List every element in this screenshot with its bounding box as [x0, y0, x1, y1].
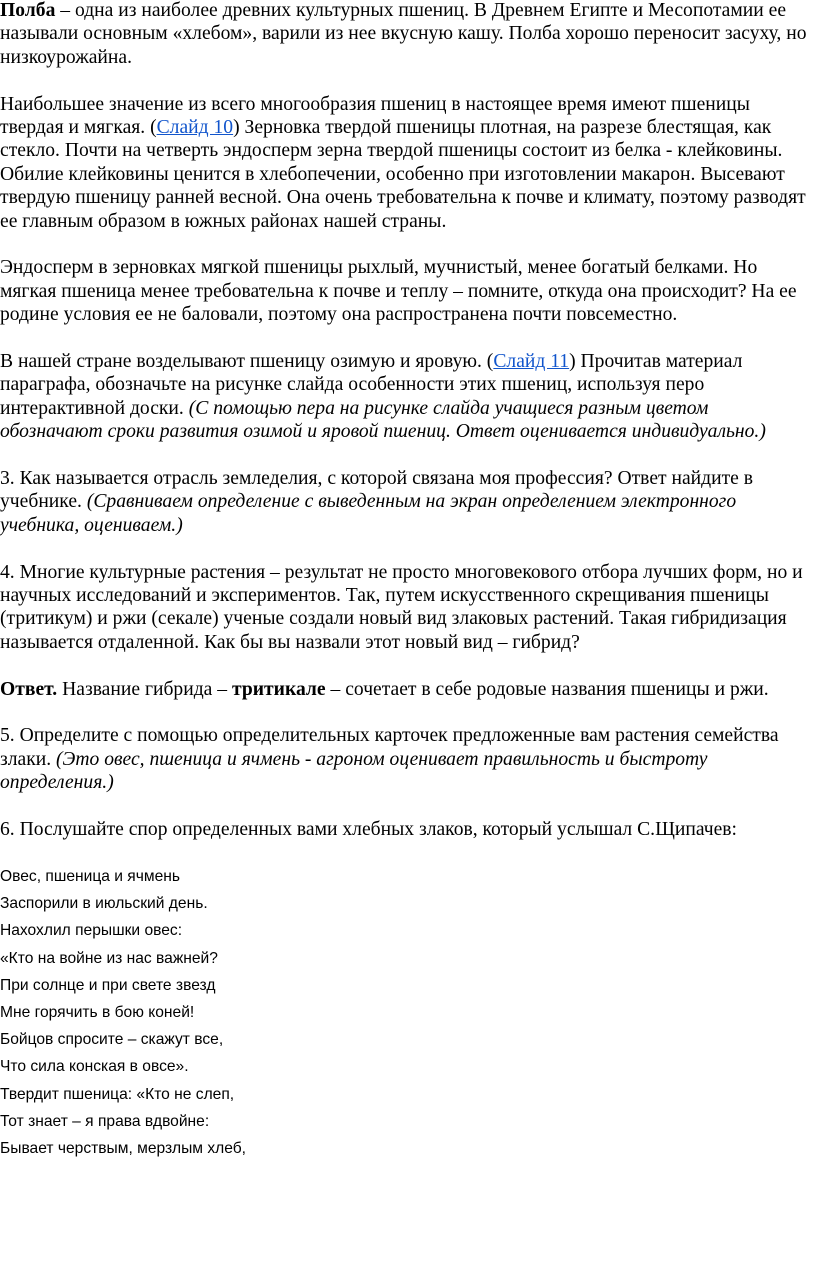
question-3 [0, 467, 808, 537]
slide-11-link[interactable]: Слайд 11 [493, 351, 570, 373]
answer-4 [0, 678, 808, 701]
poem-line: Нахохлил перышки овес: [0, 922, 183, 940]
question-4 [0, 561, 808, 655]
term-polba: Полба [0, 0, 56, 21]
paragraph-text: В нашей стране возделывают пшеницу озимую и яровую. ( [0, 351, 494, 373]
term-triticale: тритикале [231, 678, 326, 700]
answer-text: – сочетает в себе родовые названия пшеницы и ржи. [325, 678, 769, 700]
poem-line: Твердит пшеница: «Кто не слеп, [0, 1085, 235, 1103]
poem-line: При солнце и при свете звезд [0, 976, 216, 994]
answer-label: Ответ. [0, 678, 58, 700]
paragraph-winter-spring-wheat [0, 350, 808, 444]
slide-10-link[interactable]: Слайд 10 [156, 117, 234, 139]
paragraph-polba [0, 0, 808, 69]
paragraph-text: Эндосперм в зерновках мягкой пшеницы рыхлый, мучнистый, менее богатый белками. Но мягкая пшеница менее требовательна к почве и теплу – помните, откуда она происходит? На ее родине условия ее не баловали, поэтому она распространена почти повсеместно. [0, 257, 797, 326]
question-text: 5. Определите с помощью определительных карточек предложенные вам растения семейства злаки. [0, 725, 779, 770]
teacher-note: (Сравниваем определение с выведенным на экран определением электронного учебника, оцениваем.) [0, 491, 737, 536]
question-text: 4. Многие культурные растения – результат не просто многовекового отбора лучших форм, но и научных исследований и экспериментов. Так, путем искусственного скрещивания пшеницы (тритикум) и ржи (секале) ученые создали новый вид злаковых растений. Такая гибридизация называется отдаленной. Как бы вы назвали этот новый вид – гибрид? [0, 561, 803, 653]
poem-line: Заспорили в июльский день. [0, 895, 208, 913]
poem-line: Тот знает – я права вдвойне: [0, 1112, 210, 1130]
paragraph-text: ) Прочитав материал параграфа, обозначьте на рисунке слайда особенности этих пшениц, используя перо интерактивной доски. [0, 351, 743, 419]
poem-line: Мне горячить в бою коней! [0, 1003, 195, 1021]
paragraph-text: Наибольшее значение из всего многообразия пшениц в настоящее время имеют пшеницы твердая и мягкая. ( [0, 93, 750, 139]
poem-line: Что сила конская в овсе». [0, 1058, 189, 1076]
paragraph-wheat-types [0, 93, 808, 233]
question-text: 3. Как называется отрасль земледелия, с которой связана моя профессия? Ответ найдите в учебнике. [0, 468, 754, 513]
question-text: 6. Послушайте спор определенных вами хлебных злаков, который услышал С.Щипачев: [0, 819, 737, 841]
paragraph-soft-wheat [0, 256, 808, 326]
poem-line: Овес, пшеница и ячмень [0, 867, 180, 885]
question-6 [0, 818, 808, 841]
poem [0, 863, 808, 1162]
question-5 [0, 724, 808, 794]
teacher-note: (С помощью пера на рисунке слайда учащиеся разным цветом обозначают сроки развития озимой и яровой пшениц. Ответ оценивается индивидуально.) [0, 397, 766, 443]
paragraph-text: ) Зерновка твердой пшеницы плотная, на разрезе блестящая, как стекло. Почти на четверть эндосперм зерна твердой пшеницы состоит из белка - клейковины. Обилие клейковины ценится в хлебопечении, особенно при изготовлении макарон. Высевают твердую пшеницу ранней весной. Она очень требовательна к почве и климату, поэтому разводят ее главным образом в южных районах нашей страны. [0, 117, 806, 232]
teacher-note: (Это овес, пшеница и ячмень - агроном оценивает правильность и быстроту определения.) [0, 748, 708, 794]
answer-text: Название гибрида – [57, 678, 232, 700]
paragraph-text: – одна из наиболее древних культурных пшениц. В Древнем Египте и Месопотамии ее называли основным «хлебом», варили из нее вкусную кашу. Полба хорошо переносит засуху, но низкоурожайна. [0, 0, 807, 68]
poem-line: Бойцов спросите – скажут все, [0, 1031, 224, 1049]
poem-line: Бывает черствым, мерзлым хлеб, [0, 1139, 247, 1157]
poem-line: «Кто на войне из нас важней? [0, 949, 218, 967]
